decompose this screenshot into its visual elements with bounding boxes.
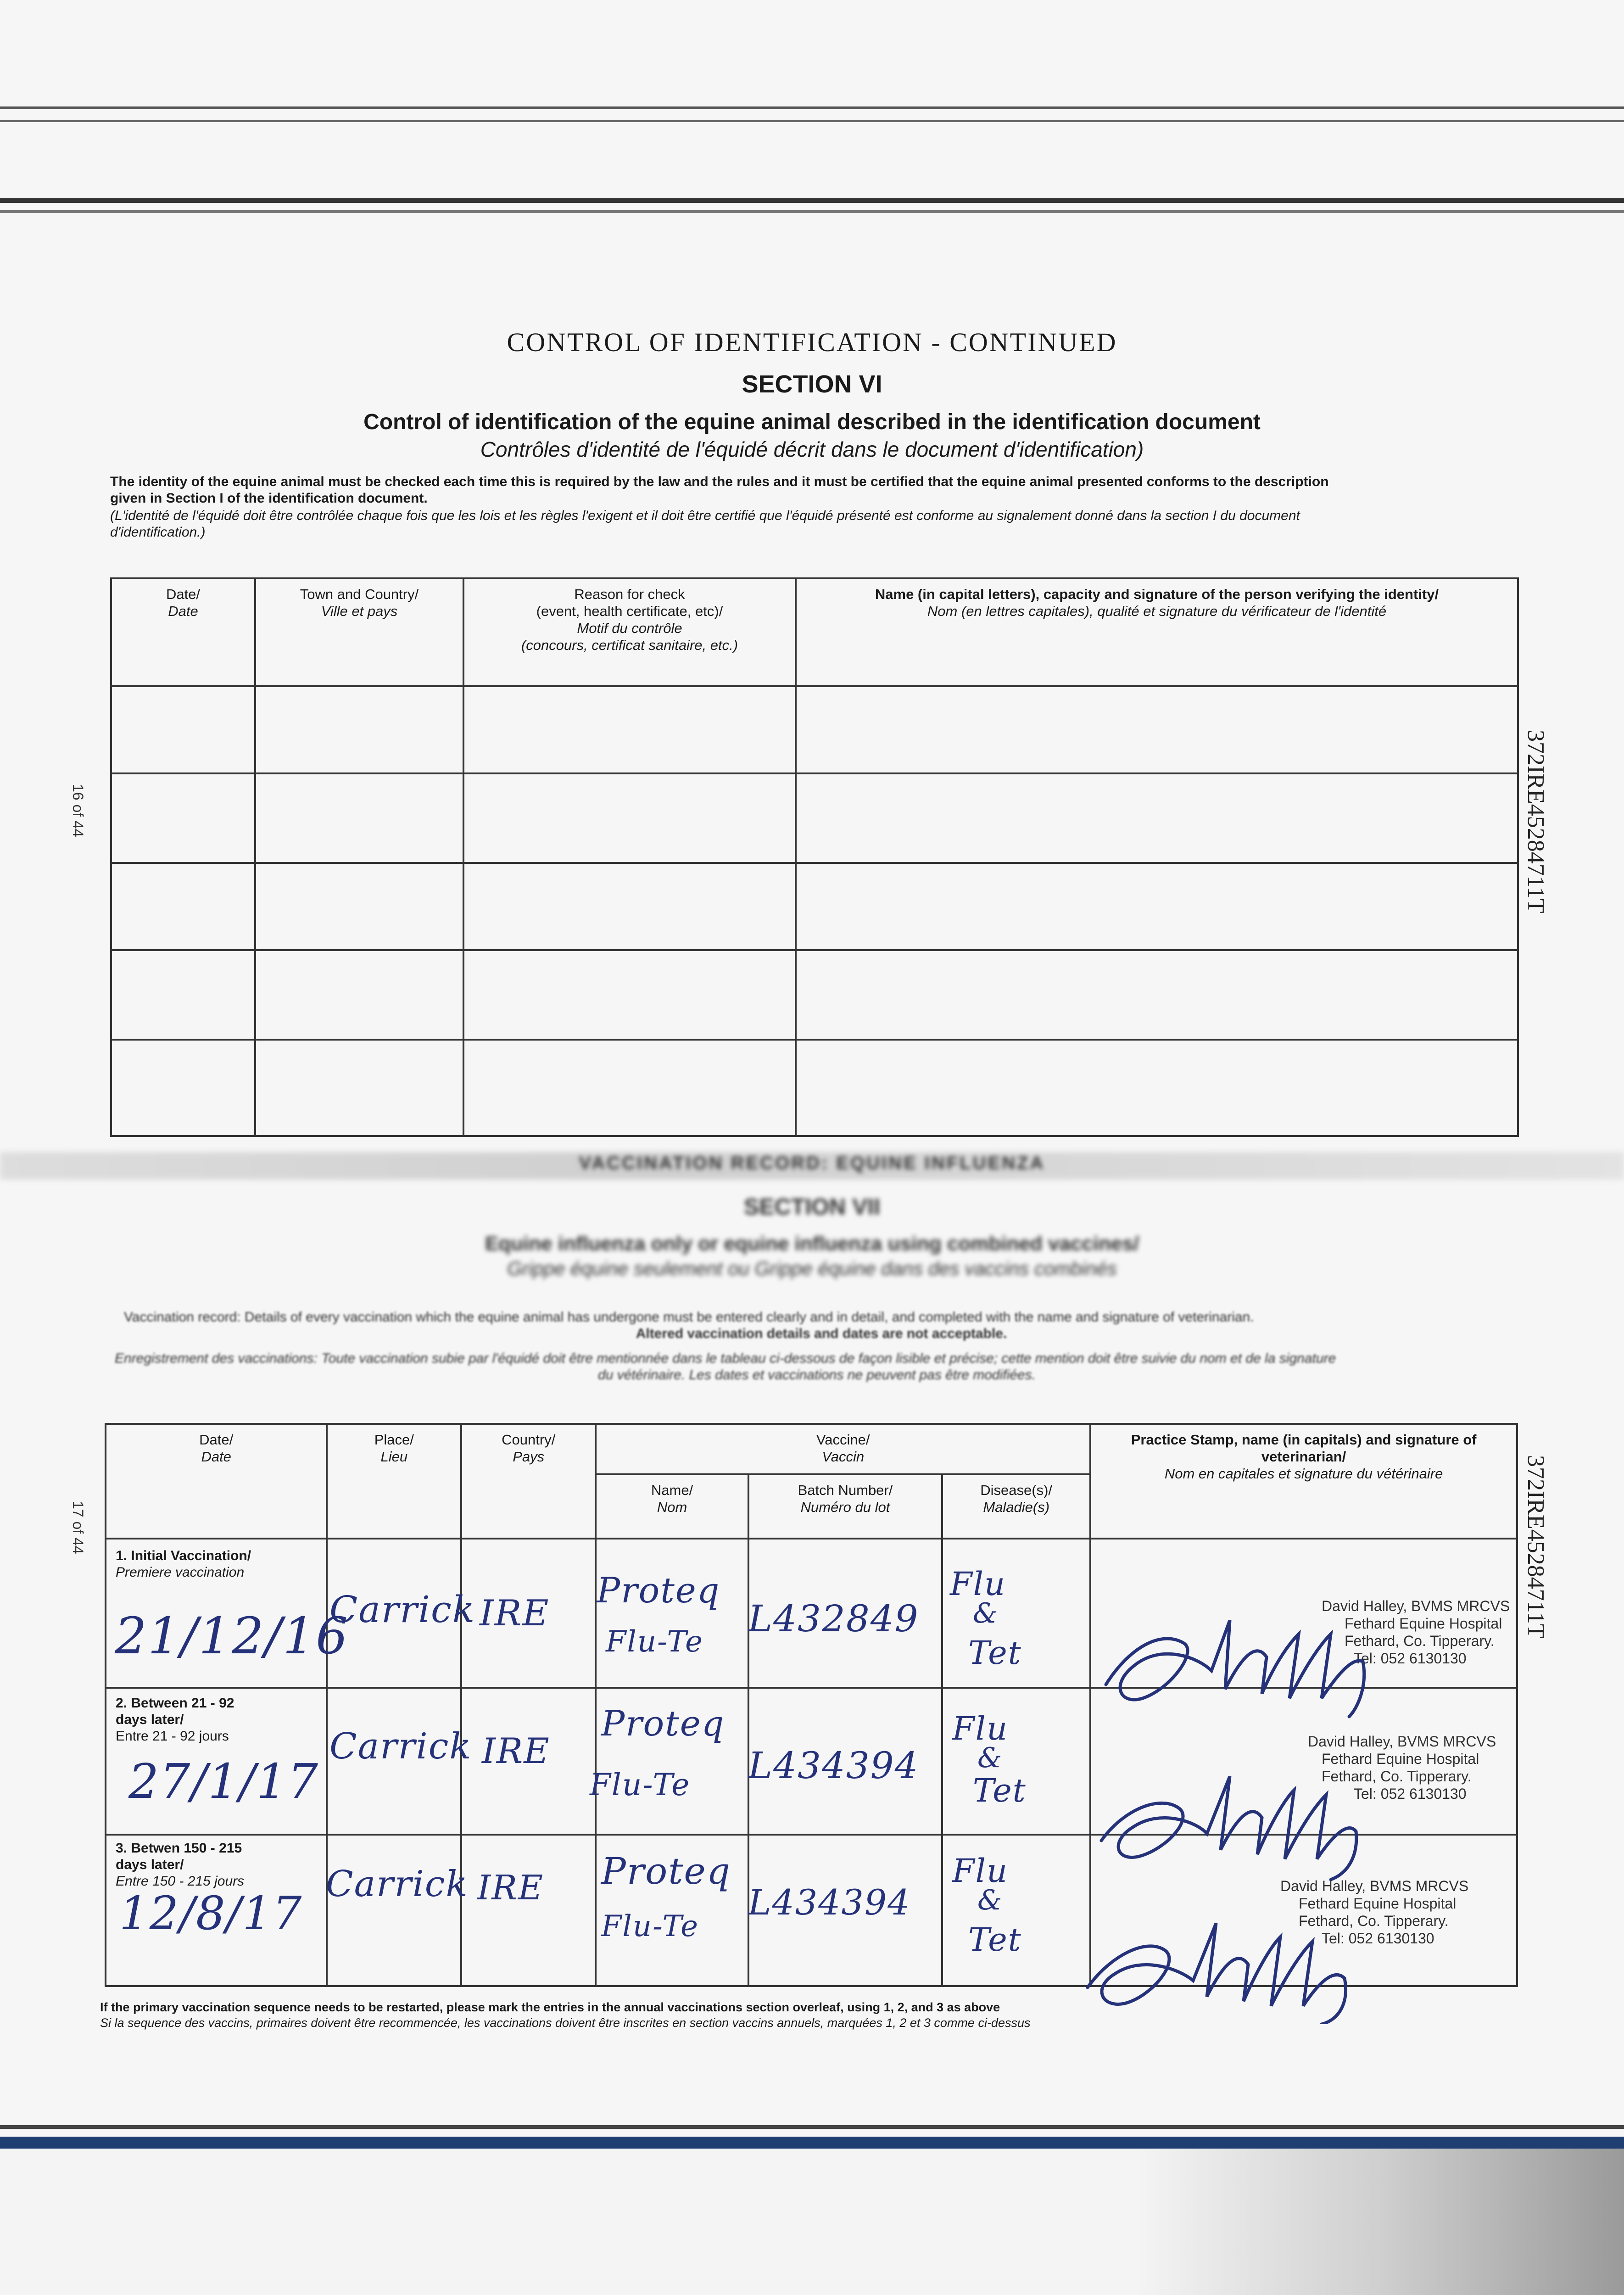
row-1-batch: L432849 xyxy=(748,1597,919,1640)
row-2-disease-2: & xyxy=(977,1742,1003,1774)
id-row xyxy=(111,686,1518,773)
page-number-bottom: 17 of 44 xyxy=(70,1501,86,1554)
passport-id-top: 372IRE45284711T xyxy=(1523,730,1549,913)
vacc-col-batch-en: Batch Number/ xyxy=(798,1482,893,1498)
bottom-rule-1 xyxy=(0,2125,1624,2129)
id-col-reason xyxy=(463,578,796,686)
intro-fr xyxy=(110,508,1514,541)
id-row xyxy=(111,773,1518,863)
row-2-place: Carrick xyxy=(329,1726,472,1767)
row-1-vet-signature xyxy=(1092,1593,1377,1721)
row-1-disease-2: & xyxy=(973,1597,999,1629)
intro-fr-line-2: d'identification.) xyxy=(110,525,206,540)
section-vii-sub-en: Equine influenza only or equine influenza using combined vaccines/ xyxy=(485,1232,1139,1255)
vacc-col-country-fr: Pays xyxy=(513,1449,545,1465)
id-col-reason-fr-1: Motif du contrôle xyxy=(577,620,682,636)
row-3-vaccine-name-1: Proteq xyxy=(601,1850,731,1892)
row-3-label-en: 3. Betwen 150 - 215 xyxy=(116,1841,242,1856)
intro-en-line-1: The identity of the equine animal must be checked each time this is required by the law and the rules and it must be certified that the equine animal presented conforms to the description xyxy=(110,474,1329,489)
bottom-rule-2 xyxy=(0,2137,1624,2149)
top-rule-4 xyxy=(0,210,1624,213)
intro-fr-line-1: (L'identité de l'équidé doit être contrôlée chaque fois que les lois et les règles l'exigent et il doit être certifié que l'équidé présenté est conforme au signalement donné dans la section I du document xyxy=(110,508,1300,523)
row-2-vaccine-name-2: Flu-Te xyxy=(590,1767,691,1802)
section-vii-heading: SECTION VII xyxy=(743,1194,881,1220)
intro-en-line-2: given in Section I of the identification document. xyxy=(110,491,428,506)
row-2-vaccine-name-1: Proteq xyxy=(601,1703,725,1744)
row-2-label-fr: Entre 21 - 92 jours xyxy=(116,1729,229,1744)
vaccination-record-en-line-2: Altered vaccination details and dates are not acceptable. xyxy=(636,1326,1007,1341)
id-col-reason-en-2: (event, health certificate, etc)/ xyxy=(536,603,723,619)
row-3-batch: L434394 xyxy=(748,1882,911,1923)
id-col-name xyxy=(796,578,1518,686)
vaccination-record-fr-line-1: Enregistrement des vaccinations: Toute vaccination subie par l'équidé doit être mentionnée dans le tableau ci-dessous de façon lisible et précise; cette mention doit être suivie du nom et de la signature xyxy=(115,1351,1336,1366)
footnote-fr: Si la sequence des vaccins, primaires doivent être recommencée, les vaccinations doivent être inscrites en section vaccins annuels, marquées 1, 2 et 3 comme ci-dessus xyxy=(100,2016,1031,2030)
id-col-town-en: Town and Country/ xyxy=(300,586,419,602)
id-row xyxy=(111,950,1518,1040)
vacc-col-disease-fr: Maladie(s) xyxy=(983,1499,1050,1515)
row-2-stamp-line-1: David Halley, BVMS MRCVS xyxy=(1308,1733,1496,1750)
id-col-date xyxy=(111,578,255,686)
vaccination-heading: VACCINATION RECORD: EQUINE INFLUENZA xyxy=(579,1153,1045,1173)
row-2-date: 27/1/17 xyxy=(128,1753,319,1809)
intro-en xyxy=(110,474,1514,507)
identity-check-table xyxy=(110,577,1519,1137)
vacc-col-date-fr: Date xyxy=(201,1449,231,1465)
vacc-col-batch-fr: Numéro du lot xyxy=(800,1499,890,1515)
row-1-place: Carrick xyxy=(329,1588,476,1631)
vacc-col-name-en: Name/ xyxy=(651,1482,693,1498)
id-col-reason-en-1: Reason for check xyxy=(574,586,685,602)
vacc-col-vaccine-en: Vaccine/ xyxy=(816,1432,870,1448)
row-2-stamp-line-3: Fethard, Co. Tipperary. xyxy=(1322,1768,1472,1785)
row-2-stamp-line-2: Fethard Equine Hospital xyxy=(1322,1751,1479,1767)
row-1-label-en: 1. Initial Vaccination/ xyxy=(116,1548,251,1563)
footnote-en: If the primary vaccination sequence needs to be restarted, please mark the entries in the annual vaccinations section overleaf, using 1, 2, and 3 as above xyxy=(100,2000,1000,2014)
row-2-country: IRE xyxy=(482,1730,550,1771)
id-col-name-en: Name (in capital letters), capacity and signature of the person verifying the identity/ xyxy=(875,586,1439,602)
vacc-col-vaccine xyxy=(596,1424,1090,1474)
page-title: CONTROL OF IDENTIFICATION - CONTINUED xyxy=(507,327,1117,357)
section-heading: SECTION VI xyxy=(742,370,882,398)
row-2-label-en: 2. Between 21 - 92 xyxy=(116,1696,234,1711)
row-2-disease-1: Flu xyxy=(952,1710,1009,1747)
vacc-col-vaccine-fr: Vaccin xyxy=(822,1449,865,1465)
vacc-col-place xyxy=(327,1424,461,1539)
top-rule-2 xyxy=(0,120,1624,122)
row-1-vaccine-name-2: Flu-Te xyxy=(606,1625,704,1659)
row-2-batch: L434394 xyxy=(748,1744,919,1787)
row-2-disease-3: Tet xyxy=(973,1772,1027,1809)
vacc-col-place-en: Place/ xyxy=(374,1432,414,1448)
row-3-vaccine-name-2: Flu-Te xyxy=(601,1909,699,1943)
subtitle-en: Control of identification of the equine animal described in the identification document xyxy=(363,410,1261,434)
row-3-stamp-line-2: Fethard Equine Hospital xyxy=(1299,1895,1457,1912)
row-1-date: 21/12/16 xyxy=(115,1606,349,1665)
vacc-col-name xyxy=(596,1474,748,1539)
vacc-col-disease-en: Disease(s)/ xyxy=(980,1482,1053,1498)
row-1-country: IRE xyxy=(480,1593,550,1634)
vacc-col-stamp-fr: Nom en capitales et signature du vétérinaire xyxy=(1164,1466,1443,1482)
row-3-stamp-line-4: Tel: 052 6130130 xyxy=(1322,1930,1434,1947)
vacc-col-place-fr: Lieu xyxy=(380,1449,408,1465)
id-col-date-fr: Date xyxy=(168,603,198,619)
id-col-town-fr: Ville et pays xyxy=(321,603,398,619)
vacc-col-date xyxy=(106,1424,327,1539)
row-3-stamp-line-3: Fethard, Co. Tipperary. xyxy=(1299,1913,1449,1929)
row-3-date: 12/8/17 xyxy=(119,1886,303,1940)
row-3-disease-1: Flu xyxy=(952,1852,1009,1890)
id-col-town xyxy=(255,578,463,686)
id-col-reason-fr-2: (concours, certificat sanitaire, etc.) xyxy=(521,637,738,653)
vaccination-record-fr xyxy=(115,1350,1519,1383)
top-rule-3 xyxy=(0,198,1624,203)
vacc-col-stamp-en-1: Practice Stamp, name (in capitals) and signature of xyxy=(1131,1432,1477,1448)
vacc-col-name-fr: Nom xyxy=(657,1499,687,1515)
section-vii-sub-fr: Grippe équine seulement ou Grippe équine dans des vaccins combinés xyxy=(507,1258,1117,1279)
row-1-disease-3: Tet xyxy=(968,1634,1022,1672)
vacc-col-date-en: Date/ xyxy=(199,1432,234,1448)
vaccination-record-en-line-1: Vaccination record: Details of every vaccination which the equine animal has undergone must be entered clearly and in detail, and completed with the name and signature of veterinarian. xyxy=(124,1310,1254,1325)
subtitle-fr: Contrôles d'identité de l'équidé décrit dans le document d'identification) xyxy=(480,437,1144,461)
id-col-date-en: Date/ xyxy=(166,586,201,602)
row-3-place: Carrick xyxy=(326,1864,469,1905)
vacc-col-country xyxy=(461,1424,596,1539)
row-2-label-en-2: days later/ xyxy=(116,1712,184,1727)
row-1-stamp-line-4: Tel: 052 6130130 xyxy=(1354,1650,1467,1667)
row-3-disease-2: & xyxy=(977,1884,1003,1916)
row-2-vet-signature xyxy=(1092,1744,1367,1882)
vacc-col-country-en: Country/ xyxy=(502,1432,556,1448)
top-rule-1 xyxy=(0,106,1624,109)
vacc-col-batch xyxy=(748,1474,942,1539)
row-1-stamp-line-3: Fethard, Co. Tipperary. xyxy=(1345,1633,1495,1649)
id-row xyxy=(111,1040,1518,1136)
row-1-stamp-line-2: Fethard Equine Hospital xyxy=(1345,1615,1502,1632)
bottom-shadow xyxy=(0,2149,1624,2295)
row-3-disease-3: Tet xyxy=(968,1921,1022,1959)
vacc-col-stamp xyxy=(1090,1424,1517,1539)
vaccination-record-en xyxy=(124,1309,1519,1342)
vacc-col-disease xyxy=(942,1474,1090,1539)
row-1-disease-1: Flu xyxy=(950,1565,1006,1603)
id-col-name-fr: Nom (en lettres capitales), qualité et signature du vérificateur de l'identité xyxy=(927,603,1387,619)
vacc-col-stamp-en-2: veterinarian/ xyxy=(1261,1449,1346,1465)
row-3-stamp-line-1: David Halley, BVMS MRCVS xyxy=(1280,1878,1469,1894)
row-1-stamp-line-1: David Halley, BVMS MRCVS xyxy=(1322,1598,1510,1614)
row-1-vaccine-name-1: Proteq xyxy=(597,1570,720,1611)
row-3-label-fr: Entre 150 - 215 jours xyxy=(116,1874,245,1889)
row-3-country: IRE xyxy=(477,1868,544,1908)
id-row xyxy=(111,863,1518,950)
vaccination-record-fr-line-2: du vétérinaire. Les dates et vaccinations ne peuvent pas être modifiées. xyxy=(598,1367,1036,1383)
row-1-label-fr: Premiere vaccination xyxy=(116,1565,245,1580)
row-3-label-en-2: days later/ xyxy=(116,1857,184,1872)
passport-id-bottom: 372IRE45284711T xyxy=(1523,1455,1549,1639)
page-number-top: 16 of 44 xyxy=(70,784,86,837)
row-2-stamp-line-4: Tel: 052 6130130 xyxy=(1354,1786,1467,1802)
